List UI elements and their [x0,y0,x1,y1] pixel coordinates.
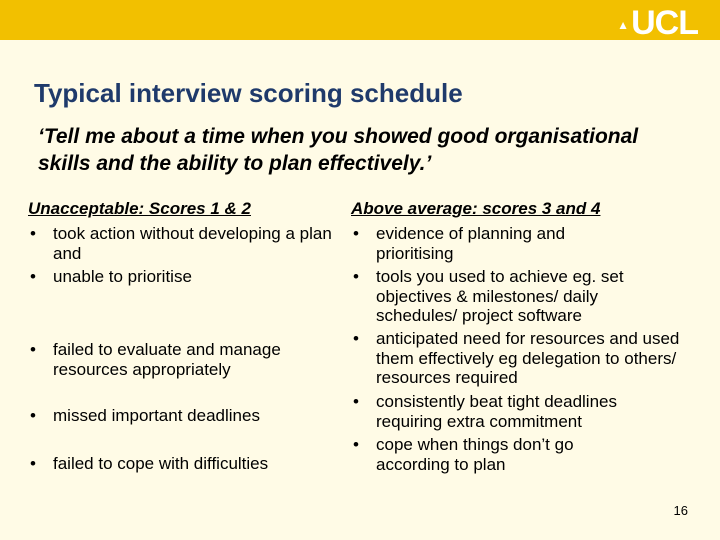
right-column-heading: Above average: scores 3 and 4 [351,199,601,218]
list-item: • unable to prioritise [28,267,348,287]
list-item: • cope when things don’t go according to plan [351,435,626,474]
logo-text: UCL [631,4,698,42]
interview-question: ‘Tell me about a time when you showed good organisational skills and the ability to plan effectively.’ [38,125,639,175]
list-item: • anticipated need for resources and used them effectively eg delegation to others/ resources required [351,329,696,388]
left-column-heading: Unacceptable: Scores 1 & 2 [28,199,251,218]
list-item: • tools you used to achieve eg. set objectives & milestones/ daily schedules/ project software [351,267,676,326]
page-number: 16 [673,503,688,518]
list-item: • consistently beat tight deadlines requiring extra commitment [351,392,666,431]
list-item: • failed to evaluate and manage resources appropriately [28,340,333,379]
list-item: • evidence of planning and prioritising [351,224,616,263]
header-bar [0,0,720,40]
page-title: Typical interview scoring schedule [34,78,463,108]
list-item: • took action without developing a plan and [28,224,348,263]
list-item: • missed important deadlines [28,406,348,426]
ucl-logo [617,4,698,42]
list-item: • failed to cope with difficulties [28,454,348,474]
ucl-portico-icon: ▲ [617,18,628,32]
